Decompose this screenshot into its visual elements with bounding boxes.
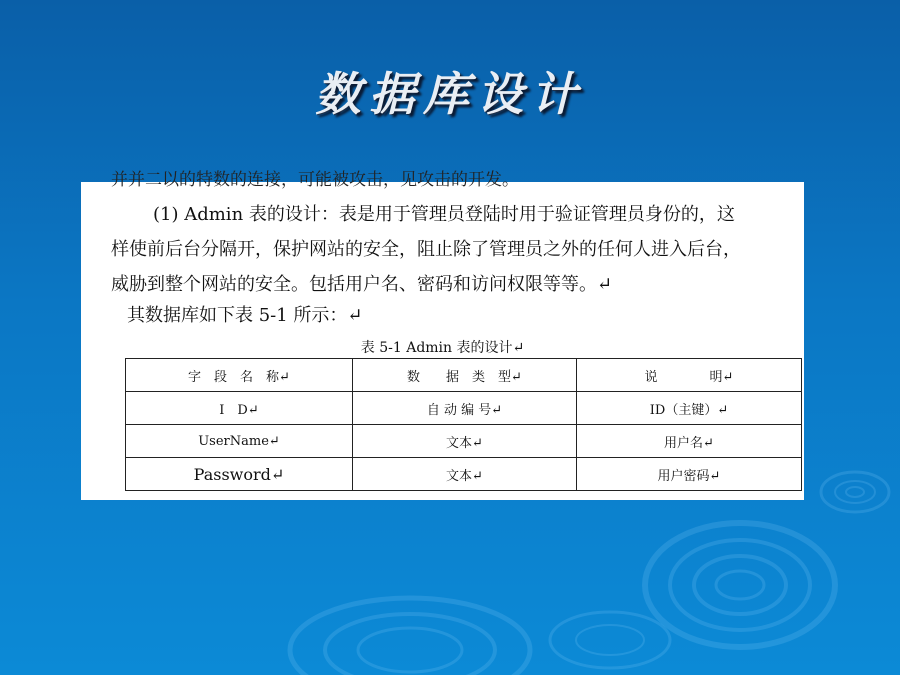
table-cell: UserName↵ — [126, 425, 353, 458]
admin-table — [125, 358, 802, 491]
header-description: 说 明↵ — [577, 359, 802, 392]
table-cell: I D↵ — [126, 392, 353, 425]
slide-title: 数据库设计 — [315, 67, 585, 121]
paragraph-line-1: (1) Admin 表的设计：表是用于管理员登陆时用于验证管理员身份的，这 — [153, 204, 735, 225]
table-cell: 用户名↵ — [577, 425, 802, 458]
table-caption: 表 5-1 Admin 表的设计↵ — [360, 340, 525, 356]
table-row — [126, 458, 802, 491]
document-screenshot — [81, 170, 804, 500]
admin-table-paragraph — [111, 197, 801, 302]
table-cell: 文本↵ — [353, 458, 577, 491]
table-row — [126, 425, 802, 458]
table-row — [126, 392, 802, 425]
header-data-type: 数 据 类 型↵ — [353, 359, 577, 392]
header-field-name: 字 段 名 称↵ — [126, 359, 353, 392]
table-cell: Password↵ — [126, 458, 353, 491]
table-cell: 用户密码↵ — [577, 458, 802, 491]
paragraph-line-3: 威胁到整个网站的安全。包括用户名、密码和访问权限等等。↵ — [111, 274, 613, 295]
table-cell: ID（主键）↵ — [577, 392, 802, 425]
cut-off-text-line: 并并二以的特数的连接，可能被攻击，见攻击的开发。 — [111, 170, 519, 190]
table-cell: 文本↵ — [353, 425, 577, 458]
table-intro-text: 其数据库如下表 5-1 所示：↵ — [127, 305, 363, 326]
table-cell: 自 动 编 号↵ — [353, 392, 577, 425]
table-header-row — [126, 359, 802, 392]
paragraph-line-2: 样使前后台分隔开，保护网站的安全，阻止除了管理员之外的任何人进入后台， — [111, 239, 741, 260]
